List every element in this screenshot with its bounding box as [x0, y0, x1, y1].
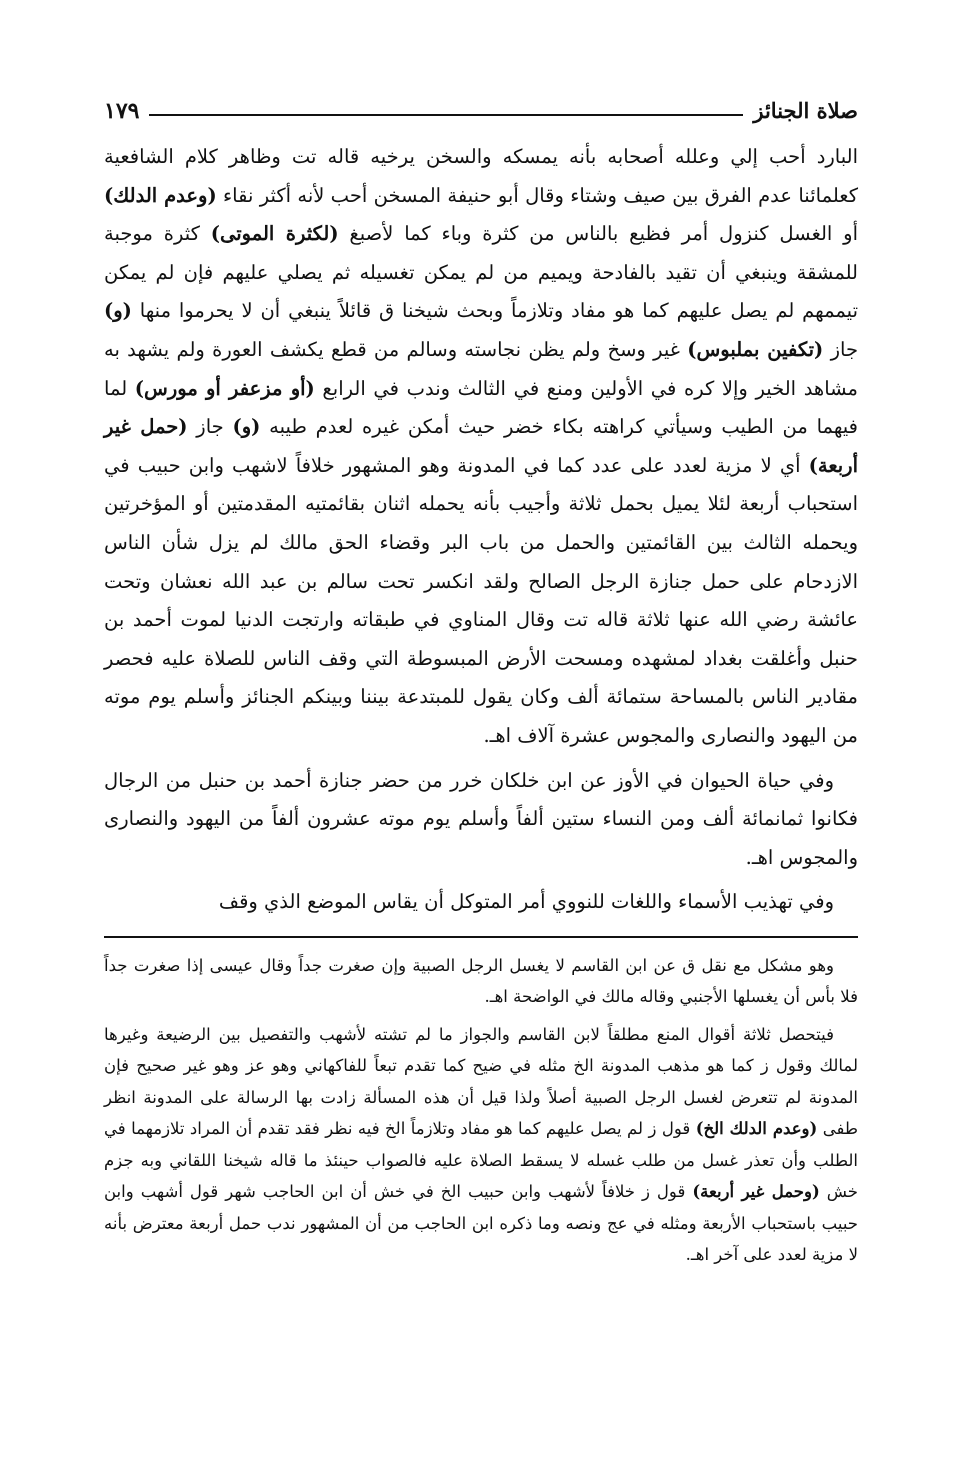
footnote-separator — [104, 936, 858, 938]
page-number: ١٧٩ — [104, 98, 140, 124]
bold-term: (لكثرة الموتى) — [210, 222, 339, 246]
text-segment: قول ز خلافاً لأشهب وابن حبيب الخ في خش أن ابن الحاجب شهر قول أشهب وابن حبيب باستحباب الأربعة ومثله في عج ونصه وما ذكره ابن الحاجب من أن المشهور ندب حمل أربعة معترض بأنه لا مزية لعدد على آخر اهـ. — [104, 1182, 858, 1265]
footnote-paragraph-1: وهو مشكل مع نقل ق عن ابن القاسم لا يغسل الرجل الصبية وإن صغرت جداً وقال عيسى إذا صغرت جداً فلا بأس أن يغسلها الأجنبي وقاله مالك في الواضحة اهـ. — [104, 955, 858, 1007]
main-text — [104, 138, 858, 922]
book-page — [104, 84, 858, 1454]
main-paragraph-2: وفي حياة الحيوان في الأوز عن ابن خلكان خرر من حضر جنازة أحمد بن حنبل من الرجال فكانوا ثمانمائة ألف ومن النساء ستين ألفاً وأسلم يوم موته عشرون ألفاً من اليهود والنصارى والمجوس اهـ. — [104, 768, 858, 869]
text-segment: أي لا مزية لعدد على عدد كما في المدونة وهو المشهور خلافاً لاشهب وابن حبيب في استحباب أربعة لئلا يميل بحمل ثلاثة وأجيب بأنه يحمله اثنان بقائمتيه المقدمتين أو المؤخرتين ويحمله الثالث بين القائمتين والحمل من باب البر وقضاء الحق مالك لم يزل شأن الناس الازدحام على حمل جنازة الرجل الصالح ولقد انكسر تحت سالم بن عبد الله نعشان وتحت عائشة رضي الله عنها ثلاثة قاله تت وقال المناوي في طبقاته وارتجت الدنيا لموت أحمد بن حنبل وأغلقت بغداد لمشهده ومسحت الأرض المبسوطة التي وقف الناس للصلاة عليه فحصر مقادير الناس بالمساحة ستمائة ألف وكان يقول للمبتدعة بيننا وبينكم الجنائز وأسلم يوم موته من اليهود والنصارى والمجوس عشرة آلاف اهـ. — [104, 453, 858, 747]
text-segment: لما فيهما من الطيب وسيأتي كراهته بكاء خضر حيث أمكن غيره لعدم طيبه — [104, 376, 859, 439]
bold-term: (و) — [104, 299, 132, 323]
bold-term: (تكفين بملبوس) — [687, 337, 824, 361]
text-segment: فيتحصل ثلاثة أقوال المنع مطلقاً لابن القاسم والجواز ما لم تشته لأشهب والتفصيل بين الرضيعة وغيرها لمالك وقول ز كما هو مذهب المدونة الخ مثله في ضيح كما تقدم تبعاً للفاكهاني وهو عز وهو غير صحيح فإن المدونة لم تتعرض لغسل الرجل الصبية أصلاً ولذا قيل أن هذه المسألة زادت بها الرسالة على المدونة انظر طفى — [104, 1024, 858, 1139]
footnote-paragraph-2 — [104, 1019, 858, 1271]
text-segment: جاز — [187, 415, 233, 439]
bold-term: (وحمل غير أربعة) — [692, 1182, 820, 1202]
main-paragraph-3: وفي تهذيب الأسماء واللغات للنووي أمر المتوكل أن يقاس الموضع الذي وقف — [218, 890, 834, 914]
main-paragraph-1 — [104, 138, 858, 756]
bold-term: (حمل غير أربعة) — [104, 415, 858, 477]
page-header — [104, 84, 858, 124]
bold-term: (وعدم الدلك) — [104, 183, 217, 207]
bold-term: (أو مزعفر أو مورس) — [134, 376, 315, 400]
bold-term: (و) — [232, 415, 261, 439]
footnotes — [104, 950, 858, 1271]
text-segment: جاز — [823, 337, 858, 361]
text-segment: قول ز لم يصل عليهم كما هو مفاد وتلازماً الخ فيه نظر فقد تقدم أن المراد تلازمهما في الطلب وأن تعذر غسل من طلب غسله لا يسقط الصلاة عليه فالصواب حينئذ ما قاله شيخنا اللقاني وبه جزم خش — [104, 1119, 859, 1202]
header-rule — [149, 114, 743, 116]
bold-term: (وعدم الدلك الخ) — [695, 1119, 818, 1139]
text-segment: أو الغسل كنزول أمر فظيع بالناس من كثرة وباء كما لأصبغ — [338, 222, 859, 246]
running-title: صلاة الجنائز — [753, 98, 858, 123]
text-segment: غير وسخ ولم يظن نجاسته وسالم من قطع يكشف العورة ولم يشهد به مشاهد الخير وإلا كره في الأولين ومنع في الثالث وندب في الرابع — [104, 337, 859, 400]
text-segment: البارد أحب إلي وعلله أصحابه بأنه يمسكه والسخن يرخيه قاله تت وظاهر كلام الشافعية كعلمائنا عدم الفرق بين صيف وشتاء وقال أبو حنيفة المسخن أحب لأنه أكثر نقاء — [104, 145, 858, 207]
text-segment: كثرة موجبة للمشقة وينبغي أن تقيد بالفادحة ويميم من لم يمكن تغسيله ثم يصلي عليهم فإن لم يمكن تيممهم لم يصل عليهم كما هو مفاد وتلازماً وبحث شيخنا ق قائلاً ينبغي أن لا يحرموا منها — [104, 222, 858, 323]
